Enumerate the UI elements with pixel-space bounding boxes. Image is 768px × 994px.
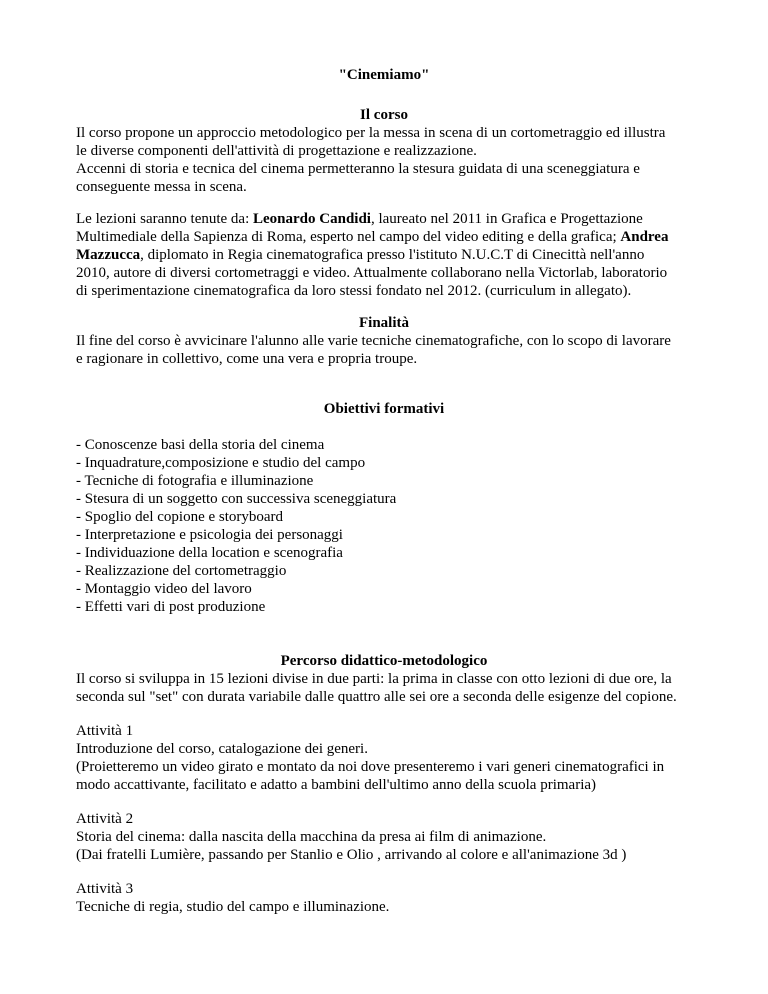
paragraph-line: le diverse componenti dell'attività di progettazione e realizzazione. (76, 143, 477, 159)
list-item: - Conoscenze basi della storia del cinema (76, 437, 325, 453)
text-run: Le lezioni saranno tenute da: (76, 211, 254, 227)
paragraph-line: Storia del cinema: dalla nascita della macchina da presa ai film di animazione. (76, 829, 547, 845)
paragraph-line: modo accattivante, facilitato e adatto a bambini dell'ultimo anno della scuola primaria) (76, 777, 597, 793)
activity-title: Attività 3 (76, 881, 134, 897)
paragraph-line (76, 246, 644, 264)
list-item: - Tecniche di fotografia e illuminazione (76, 473, 314, 489)
section-heading-obiettivi: Obiettivi formativi (323, 401, 445, 417)
list-item: - Stesura di un soggetto con successiva sceneggiatura (76, 491, 397, 507)
teacher-name: Andrea (620, 229, 669, 245)
paragraph-line: conseguente messa in scena. (76, 179, 247, 195)
paragraph-line: 2010, autore di diversi cortometraggi e video. Attualmente collaborano nella Victorlab, laboratorio (76, 265, 668, 281)
section-heading-corso: Il corso (360, 107, 408, 123)
list-item: - Interpretazione e psicologia dei personaggi (76, 527, 343, 543)
paragraph-line: Accenni di storia e tecnica del cinema permetteranno la stesura guidata di una sceneggiatura e (76, 161, 640, 177)
text-run: , diplomato in Regia cinematografica presso l'istituto N.U.C.T di Cinecittà nell'anno (140, 247, 645, 263)
paragraph-line: e ragionare in collettivo, come una vera e propria troupe. (76, 351, 418, 367)
paragraph-line: Introduzione del corso, catalogazione dei generi. (76, 741, 368, 757)
section-heading-finalita: Finalità (358, 315, 409, 331)
list-item: - Effetti vari di post produzione (76, 599, 266, 615)
list-item: - Realizzazione del cortometraggio (76, 563, 287, 579)
paragraph-line: (Proietteremo un video girato e montato da noi dove presenteremo i vari generi cinematografici in (76, 759, 665, 775)
paragraph-line: Il corso si sviluppa in 15 lezioni divise in due parti: la prima in classe con otto lezioni di due ore, la (76, 671, 672, 687)
paragraph-line: di sperimentazione cinematografica da loro stessi fondato nel 2012. (curriculum in allegato). (76, 283, 632, 299)
paragraph-line (76, 228, 668, 246)
document-title: "Cinemiamo" (338, 67, 430, 83)
list-item: - Spoglio del copione e storyboard (76, 509, 284, 525)
text-run: , laureato nel 2011 in Grafica e Progettazione (370, 211, 643, 227)
paragraph-line: seconda sul "set" con durata variabile dalle quattro alle sei ore a seconda delle esigenze del copione. (76, 689, 677, 705)
list-item: - Montaggio video del lavoro (76, 581, 252, 597)
paragraph-line: Il fine del corso è avvicinare l'alunno alle varie tecniche cinematografiche, con lo scopo di lavorare (76, 333, 671, 349)
paragraph-line: Tecniche di regia, studio del campo e illuminazione. (76, 899, 390, 915)
activity-title: Attività 1 (76, 723, 134, 739)
section-heading-percorso: Percorso didattico-metodologico (280, 653, 488, 669)
paragraph-line: Il corso propone un approccio metodologico per la messa in scena di un cortometraggio ed illustra (76, 125, 666, 141)
list-item: - Individuazione della location e scenografia (76, 545, 343, 561)
paragraph-line (76, 210, 643, 228)
teacher-name: Mazzucca (76, 247, 141, 263)
list-item: - Inquadrature,composizione e studio del campo (76, 455, 366, 471)
paragraph-line: (Dai fratelli Lumière, passando per Stanlio e Olio , arrivando al colore e all'animazione 3d ) (76, 847, 627, 863)
text-run: Multimediale della Sapienza di Roma, esperto nel campo del video editing e della grafica; (76, 229, 621, 245)
teacher-name: Leonardo Candidi (253, 211, 371, 227)
activity-title: Attività 2 (76, 811, 134, 827)
